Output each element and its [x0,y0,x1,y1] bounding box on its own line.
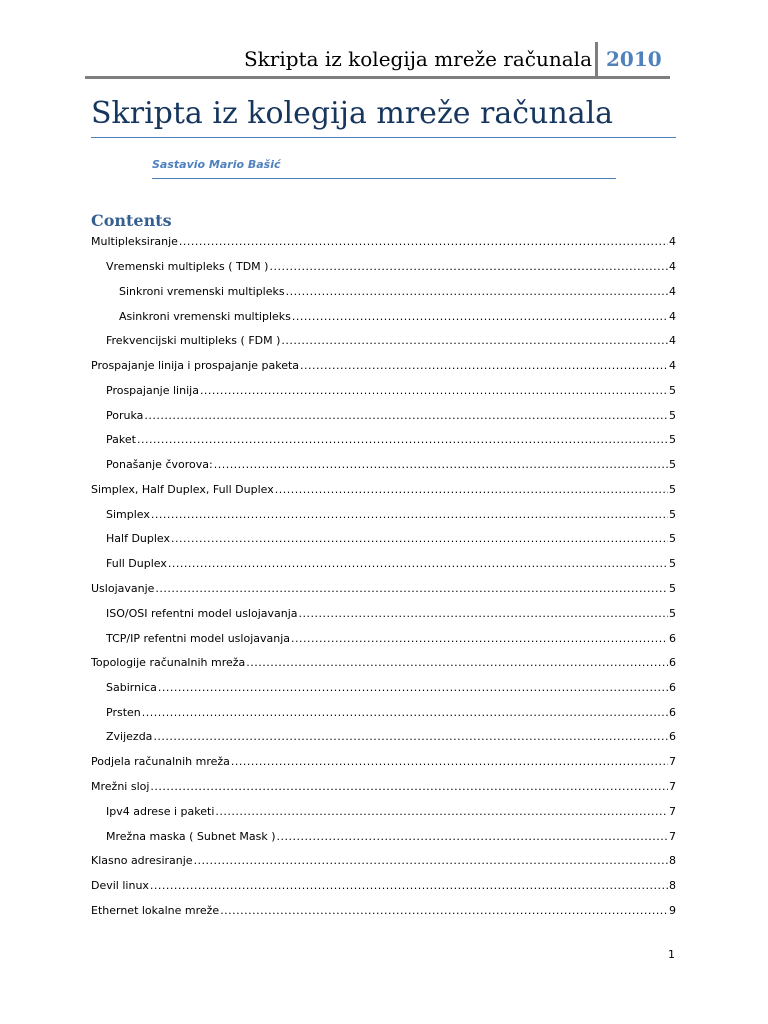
toc-entry[interactable] [119,285,676,303]
document-title: Skripta iz kolegija mreže računala [91,96,614,131]
toc-entry-title: Devil linux [91,879,149,892]
toc-dot-leader [171,532,668,545]
author-underline [152,178,616,179]
toc-entry[interactable] [106,458,676,476]
toc-entry-page: 4 [669,260,676,273]
toc-dot-leader [215,805,668,818]
toc-dot-leader [150,879,668,892]
toc-entry-title: Klasno adresiranje [91,854,193,867]
toc-entry-title: Topologije računalnih mreža [91,656,246,669]
toc-entry[interactable] [91,780,676,798]
toc-entry[interactable] [106,830,676,848]
toc-entry[interactable] [91,235,676,253]
toc-entry-page: 4 [669,235,676,248]
toc-entry[interactable] [106,260,676,278]
toc-entry-page: 5 [669,532,676,545]
toc-entry[interactable] [91,755,676,773]
toc-entry-page: 6 [669,656,676,669]
toc-entry-title: TCP/IP refentni model uslojavanja [106,632,291,645]
toc-entry[interactable] [106,409,676,427]
toc-entry-page: 5 [669,607,676,620]
toc-entry[interactable] [91,879,676,897]
toc-dot-leader [179,235,668,248]
toc-dot-leader [150,780,668,793]
toc-entry-page: 4 [669,310,676,323]
toc-entry-title: ISO/OSI refentni model uslojavanja [106,607,298,620]
title-underline [91,137,676,138]
toc-entry-title: Mrežna maska ( Subnet Mask ) [106,830,276,843]
page-number: 1 [668,948,675,961]
toc-entry-page: 5 [669,508,676,521]
toc-entry-title: Prospajanje linija [106,384,199,397]
toc-dot-leader [200,384,668,397]
toc-entry[interactable] [106,557,676,575]
toc-entry[interactable] [91,904,676,922]
toc-entry-title: Poruka [106,409,144,422]
toc-entry-title: Simplex, Half Duplex, Full Duplex [91,483,274,496]
toc-dot-leader [168,557,668,570]
toc-entry-title: Asinkroni vremenski multipleks [119,310,291,323]
toc-entry-page: 5 [669,582,676,595]
toc-dot-leader [292,310,668,323]
toc-dot-leader [281,334,668,347]
toc-entry-title: Multipleksiranje [91,235,178,248]
toc-entry[interactable] [106,532,676,550]
toc-entry-page: 5 [669,384,676,397]
toc-dot-leader [275,483,668,496]
toc-entry-title: Frekvencijski multipleks ( FDM ) [106,334,281,347]
toc-entry-title: Zvijezda [106,730,153,743]
toc-entry-title: Prospajanje linija i prospajanje paketa [91,359,300,372]
toc-heading: Contents [91,211,172,230]
toc-entry-page: 7 [669,830,676,843]
toc-entry-title: Mrežni sloj [91,780,150,793]
header-rule [85,76,670,79]
toc-entry[interactable] [91,854,676,872]
running-header [85,42,670,78]
toc-entry[interactable] [106,384,676,402]
toc-entry-title: Full Duplex [106,557,167,570]
toc-entry[interactable] [106,805,676,823]
toc-entry-title: Simplex [106,508,150,521]
toc-dot-leader [299,607,668,620]
toc-dot-leader [300,359,668,372]
toc-dot-leader [142,706,668,719]
toc-entry-title: Podjela računalnih mreža [91,755,230,768]
toc-entry[interactable] [106,334,676,352]
document-author: Sastavio Mario Bašić [152,158,281,171]
toc-dot-leader [137,433,668,446]
toc-entry-page: 8 [669,879,676,892]
toc-entry-page: 5 [669,483,676,496]
toc-dot-leader [214,458,668,471]
toc-entry-title: Paket [106,433,136,446]
toc-dot-leader [277,830,668,843]
toc-entry-page: 4 [669,334,676,347]
toc-dot-leader [220,904,668,917]
toc-entry[interactable] [91,483,676,501]
toc-dot-leader [231,755,668,768]
toc-entry-page: 6 [669,681,676,694]
toc-entry-title: Ethernet lokalne mreže [91,904,220,917]
toc-entry-page: 5 [669,433,676,446]
toc-entry-title: Prsten [106,706,141,719]
toc-entry-page: 5 [669,458,676,471]
toc-entry-page: 7 [669,755,676,768]
toc-dot-leader [291,632,668,645]
toc-entry-title: Ponašanje čvorova: [106,458,213,471]
toc-entry-title: Vremenski multipleks ( TDM ) [106,260,269,273]
toc-dot-leader [144,409,668,422]
toc-entry-page: 8 [669,854,676,867]
toc-entry-title: Sabirnica [106,681,157,694]
toc-dot-leader [286,285,668,298]
toc-entry[interactable] [106,730,676,748]
toc-entry-page: 6 [669,706,676,719]
toc-entry[interactable] [119,310,676,328]
running-header-title: Skripta iz kolegija mreže računala [243,47,592,71]
toc-entry-page: 6 [669,632,676,645]
toc-dot-leader [269,260,668,273]
toc-entry[interactable] [91,582,676,600]
toc-entry-title: Uslojavanje [91,582,155,595]
toc-dot-leader [194,854,668,867]
toc-entry-page: 7 [669,780,676,793]
toc-dot-leader [158,681,668,694]
toc-entry-page: 4 [669,285,676,298]
toc-entry-page: 5 [669,557,676,570]
toc-entry-title: Half Duplex [106,532,171,545]
toc-entry[interactable] [106,433,676,451]
toc-entry[interactable] [106,681,676,699]
toc-dot-leader [155,582,668,595]
toc-entry-page: 4 [669,359,676,372]
toc-entry[interactable] [106,706,676,724]
header-divider [595,42,598,77]
toc-entry[interactable] [91,656,676,674]
toc-entry-title: Sinkroni vremenski multipleks [119,285,285,298]
toc-dot-leader [153,730,668,743]
toc-entry-page: 5 [669,409,676,422]
toc-entry-page: 9 [669,904,676,917]
toc-entry-page: 6 [669,730,676,743]
toc-entry[interactable] [106,607,676,625]
toc-dot-leader [246,656,668,669]
toc-entry-title: Ipv4 adrese i paketi [106,805,215,818]
toc-dot-leader [151,508,668,521]
toc-entry[interactable] [91,359,676,377]
toc-entry[interactable] [106,508,676,526]
header-year: 2010 [606,47,662,71]
toc-entry[interactable] [106,632,676,650]
toc-entry-page: 7 [669,805,676,818]
